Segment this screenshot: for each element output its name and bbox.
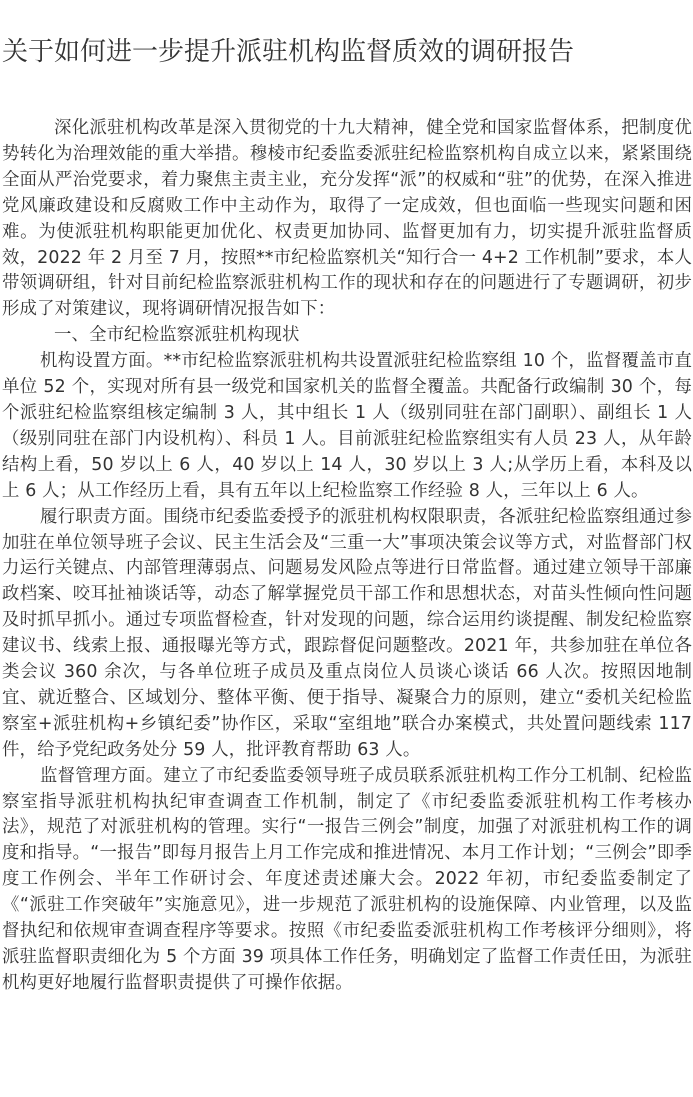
paragraph-organization-setup: 机构设置方面。**市纪检监察派驻机构共设置派驻纪检监察组 10 个，监督覆盖市直单位 52 个，实现对所有县一级党和国家机关的监督全覆盖。共配备行政编制 30 个，每个派驻纪检监察组核定编制 3 人，其中组长 1 人（级别同驻在部门副职）、副组长 1 人（级别同驻在部门内设机构）、科员 1 人。目前派驻纪检监察组实有人员 23 人，从年龄结构上看，50 岁以上 6 人，40 岁以上 14 人，30 岁以上 3 人;从学历上看，本科及以上 6 人；从工作经历上看，具有五年以上纪检监察工作经验 8 人，三年以上 6 人。 bbox=[2, 351, 692, 501]
paragraph-supervision-management: 监督管理方面。建立了市纪委监委领导班子成员联系派驻机构工作分工机制、纪检监察室指导派驻机构执纪审查调查工作机制，制定了《市纪委监委派驻机构工作考核办法》，规范了对派驻机构的管理。实行“一报告三例会”制度，加强了对派驻机构工作的调度和指导。“一报告”即每月报告上月工作完成和推进情况、本月工作计划；“三例会”即季度工作例会、半年工作研讨会、年度述责述廉大会。2022 年初，市纪委监委制定了《“派驻工作突破年”实施意见》，进一步规范了派驻机构的设施保障、内业管理，以及监督执纪和依规审查调查程序等要求。按照《市纪委监委派驻机构工作考核评分细则》，将派驻监督职责细化为 5 个方面 39 项具体工作任务，明确划定了监督工作责任田，为派驻机构更好地履行监督职责提供了可操作依据。 bbox=[2, 765, 692, 993]
paragraph-duty-performance: 履行职责方面。围绕市纪委监委授予的派驻机构权限职责，各派驻纪检监察组通过参加驻在单位领导班子会议、民主生活会及“三重一大”事项决策会议等方式，对监督部门权力运行关键点、内部管理薄弱点、问题易发风险点等进行日常监督。通过建立领导干部廉政档案、咬耳扯袖谈话等，动态了解掌握党员干部工作和思想状态，对苗头性倾向性问题及时抓早抓小。通过专项监督检查，针对发现的问题，综合运用约谈提醒、制发纪检监察建议书、线索上报、通报曝光等方式，跟踪督促问题整改。2021 年，共参加驻在单位各类会议 360 余次，与各单位班子成员及重点岗位人员谈心谈话 66 人次。按照因地制宜、就近整合、区域划分、整体平衡、便于指导、凝聚合力的原则，建立“委机关纪检监察室+派驻机构+乡镇纪委”协作区，采取“室组地”联合办案模式，共处置问题线索 117 件，给予党纪政务处分 59 人，批评教育帮助 63 人。 bbox=[2, 506, 692, 760]
section-heading-current-status: 一、全市纪检监察派驻机构现状 bbox=[54, 325, 300, 346]
document-body bbox=[2, 116, 692, 997]
document-title: 关于如何进一步提升派驻机构监督质效的调研报告 bbox=[2, 37, 575, 67]
paragraph-introduction: 深化派驻机构改革是深入贯彻党的十九大精神，健全党和国家监督体系，把制度优势转化为治理效能的重大举措。穆棱市纪委监委派驻纪检监察机构自成立以来，紧紧围绕全面从严治党要求，着力聚焦主责主业，充分发挥“派”的权威和“驻”的优势，在深入推进党风廉政建设和反腐败工作中主动作为，取得了一定成效，但也面临一些现实问题和困难。为使派驻机构职能更加优化、权责更加协同、监督更加有力，切实提升派驻监督质效，2022 年 2 月至 7 月，按照**市纪检监察机关“知行合一 4+2 工作机制”要求，本人带领调研组，针对目前纪检监察派驻机构工作的现状和存在的问题进行了专题调研，初步形成了对策建议，现将调研情况报告如下： bbox=[2, 118, 692, 320]
